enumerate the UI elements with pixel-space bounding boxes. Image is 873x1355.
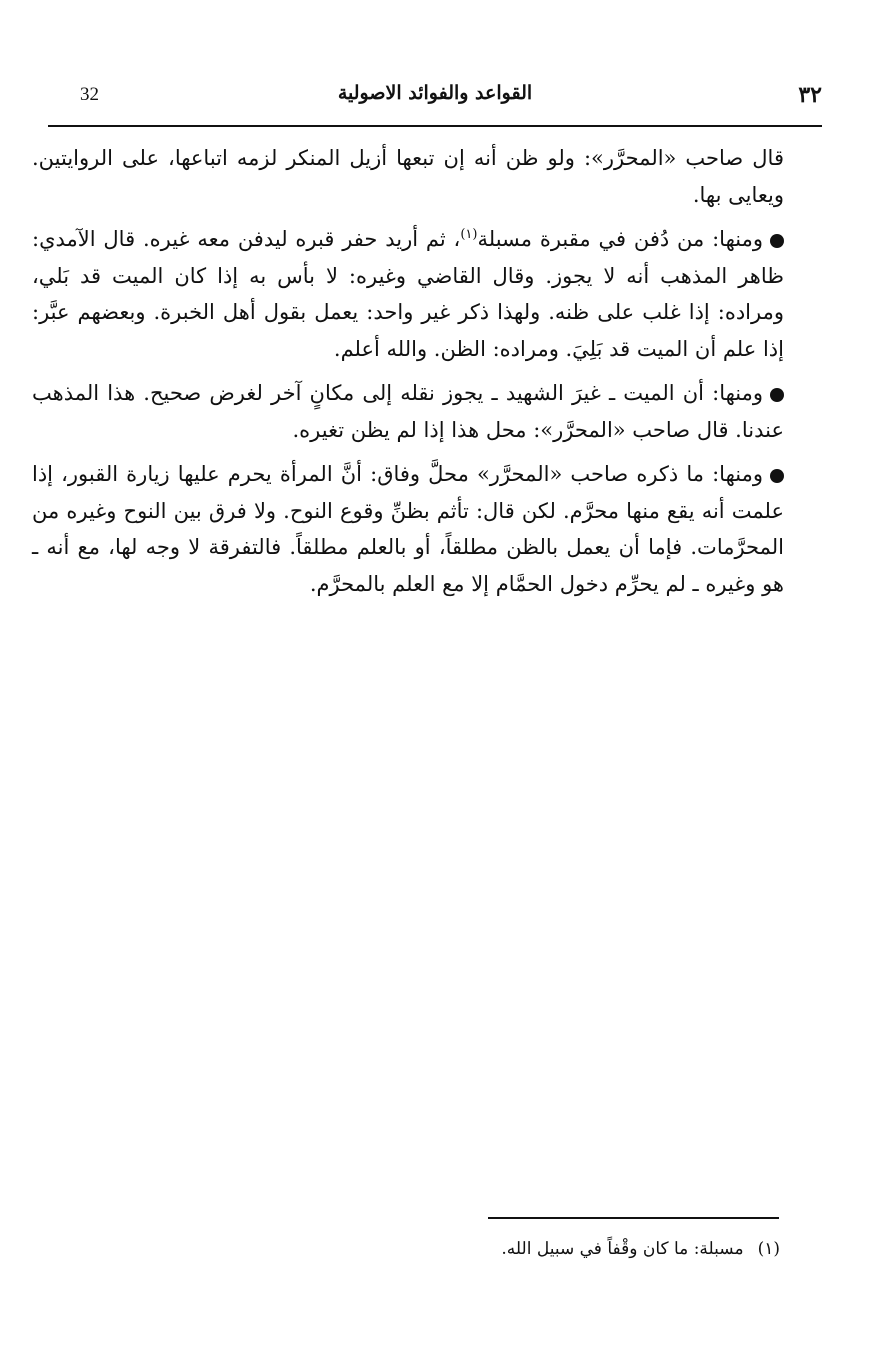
footnote	[300, 1236, 780, 1262]
running-header	[48, 78, 822, 118]
footnote-text: مسبلة: ما كان وقْفاً في سبيل الله.	[501, 1239, 744, 1259]
page-number-latin: 32	[80, 84, 99, 105]
bullet-icon	[770, 234, 784, 248]
running-title: القواعد والفوائد الاصولية	[337, 82, 533, 104]
paragraph-text: قال صاحب «المحرَّر»: ولو ظن أنه إن تبعها أزيل المنكر لزمه اتباعها، على الروايتين. ويعايى بها.	[32, 146, 784, 207]
footnote-number: (١)	[757, 1239, 780, 1259]
paragraph-text-after-note: ، ثم أريد حفر قبره ليدفن معه غيره. قال الآمدي: ظاهر المذهب أنه لا يجوز. وقال القاضي وغيره: لا بأس به إذا كان الميت قد بَلي، ومراده: إذا غلب على ظنه. ولهذا ذكر غير واحد: يعمل بقول أهل الخبرة. وبعضهم عبَّر: إذا علم أن الميت قد بَلِيَ. ومراده: الظن. والله أعلم.	[32, 227, 784, 361]
paragraph-text: ومنها: ما ذكره صاحب «المحرَّر» محلَّ وفاق: أنَّ المرأة يحرم عليها زيارة القبور، إذا علمت أنه يقع منها محرَّم. لكن قال: تأثم بظنِّ وقوع النوح. ولا فرق بين النوح وغيره من المحرَّمات. فإما أن يعمل بالظن مطلقاً، أو بالعلم مطلقاً. فالتفرقة لا وجه لها، مع أنه ـ هو وغيره ـ لم يحرِّم دخول الحمَّام إلا مع العلم بالمحرَّم.	[32, 462, 784, 596]
paragraph-3	[32, 375, 784, 448]
paragraph-text-before-note: ومنها: من دُفن في مقبرة مسبلة	[477, 227, 763, 251]
paragraph-2	[32, 221, 784, 367]
page-number-arabic: ٣٢	[798, 82, 822, 108]
paragraph-4	[32, 456, 784, 602]
body-text	[32, 140, 784, 610]
footnote-reference[interactable]: (١)	[460, 227, 478, 242]
footnote-rule	[488, 1217, 779, 1219]
bullet-icon	[770, 469, 784, 483]
paragraph-text: ومنها: أن الميت ـ غيرَ الشهيد ـ يجوز نقله إلى مكانٍ آخر لغرض صحيح. هذا المذهب عندنا. قال صاحب «المحرَّر»: محل هذا إذا لم يظن تغيره.	[32, 381, 784, 442]
bullet-icon	[770, 388, 784, 402]
paragraph-1	[32, 140, 784, 213]
header-rule	[48, 125, 822, 127]
